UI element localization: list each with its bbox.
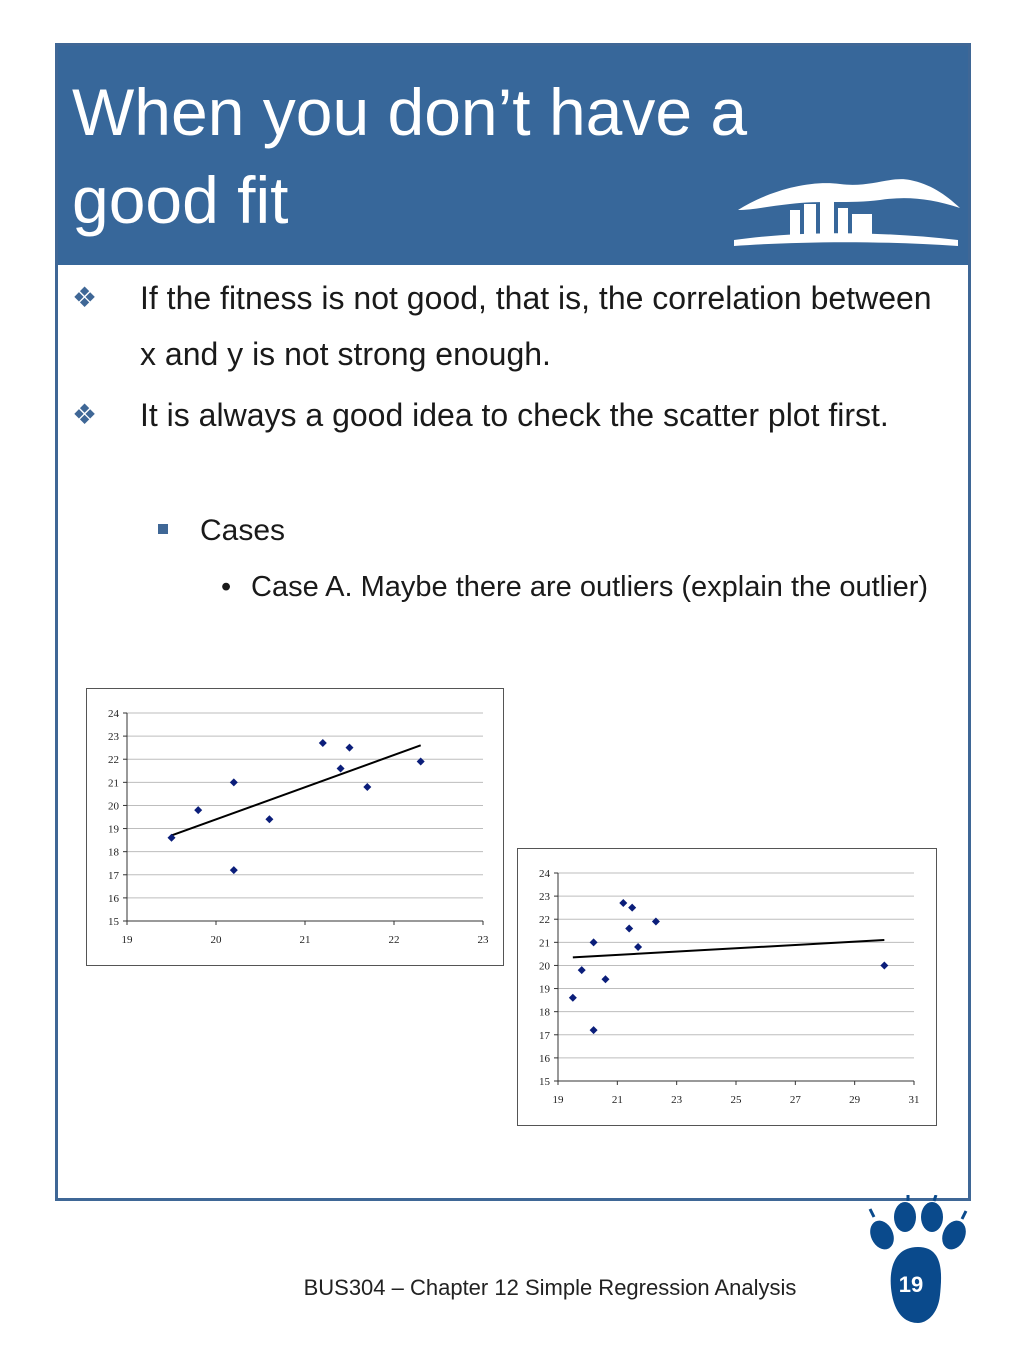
data-point: [590, 938, 598, 946]
x-tick-label: 19: [121, 934, 133, 946]
sub-bullet: [200, 506, 900, 556]
data-point: [569, 994, 577, 1002]
data-point: [578, 966, 586, 974]
scatter-chart-b: [517, 848, 937, 1126]
y-tick-label: 16: [539, 1052, 550, 1065]
sub-sub-bullet: [221, 563, 951, 611]
y-tick-label: 19: [539, 983, 550, 996]
data-point: [590, 1026, 598, 1034]
y-tick-label: 15: [539, 1076, 550, 1088]
square-bullet-icon: [158, 524, 168, 534]
data-point: [628, 904, 636, 912]
y-tick-label: 22: [539, 914, 550, 927]
scatter-chart-a: [86, 688, 504, 966]
y-tick-label: 16: [108, 892, 119, 905]
data-point: [634, 943, 642, 951]
x-tick-label: 23: [671, 1094, 683, 1106]
y-tick-label: 23: [108, 731, 119, 744]
diamond-four-icon: ❖: [72, 399, 98, 430]
data-point: [337, 764, 345, 772]
y-tick-label: 20: [108, 800, 119, 813]
paw-print-icon: [862, 1195, 972, 1325]
dot-bullet-icon: •: [221, 571, 232, 603]
data-point: [230, 866, 238, 874]
bullet-2-text: It is always a good idea to check the scatter plot first.: [140, 397, 889, 433]
sub-bullet-text: Cases: [200, 514, 286, 547]
data-point: [880, 961, 888, 969]
x-tick-label: 25: [730, 1094, 742, 1106]
x-tick-label: 22: [388, 934, 400, 946]
y-tick-label: 15: [108, 916, 119, 928]
data-point: [346, 744, 354, 752]
bullet-1: [72, 270, 940, 382]
y-tick-label: 23: [539, 891, 550, 904]
x-tick-label: 23: [477, 934, 489, 946]
y-tick-label: 22: [108, 754, 119, 767]
y-tick-label: 17: [108, 869, 119, 882]
data-point: [265, 815, 273, 823]
slide-title: When you don’t have a good fit: [72, 75, 748, 237]
x-tick-label: 27: [789, 1094, 801, 1106]
y-tick-label: 24: [108, 708, 119, 720]
data-point: [363, 783, 371, 791]
bullet-2: [72, 387, 960, 443]
footer-text: BUS304 – Chapter 12 Simple Regression Analysis: [303, 1275, 797, 1300]
y-tick-label: 18: [108, 846, 119, 859]
sub-sub-bullet-text: Case A. Maybe there are outliers (explain the outlier): [251, 571, 929, 603]
scatter-plot-a: [87, 689, 503, 965]
x-tick-label: 21: [611, 1094, 623, 1106]
y-tick-label: 20: [539, 960, 550, 973]
data-point: [619, 899, 627, 907]
data-point: [230, 778, 238, 786]
y-tick-label: 21: [539, 937, 550, 950]
data-point: [601, 975, 609, 983]
data-point: [319, 739, 327, 747]
x-tick-label: 31: [908, 1094, 920, 1106]
page-number: 19: [898, 1272, 924, 1297]
scatter-plot-b: [518, 849, 936, 1125]
y-tick-label: 19: [108, 823, 119, 836]
data-point: [194, 806, 202, 814]
y-tick-label: 17: [539, 1029, 550, 1042]
x-tick-label: 29: [849, 1094, 861, 1106]
x-tick-label: 21: [299, 934, 311, 946]
x-tick-label: 20: [210, 934, 222, 946]
y-tick-label: 21: [108, 777, 119, 790]
campus-logo-icon: [730, 170, 962, 250]
y-tick-label: 24: [539, 868, 550, 880]
bullet-1-text: If the fitness is not good, that is, the correlation between x and y is not strong enough.: [140, 280, 932, 372]
x-tick-label: 19: [552, 1094, 564, 1106]
y-tick-label: 18: [539, 1006, 550, 1019]
diamond-four-icon: ❖: [72, 282, 98, 313]
data-point: [625, 924, 633, 932]
